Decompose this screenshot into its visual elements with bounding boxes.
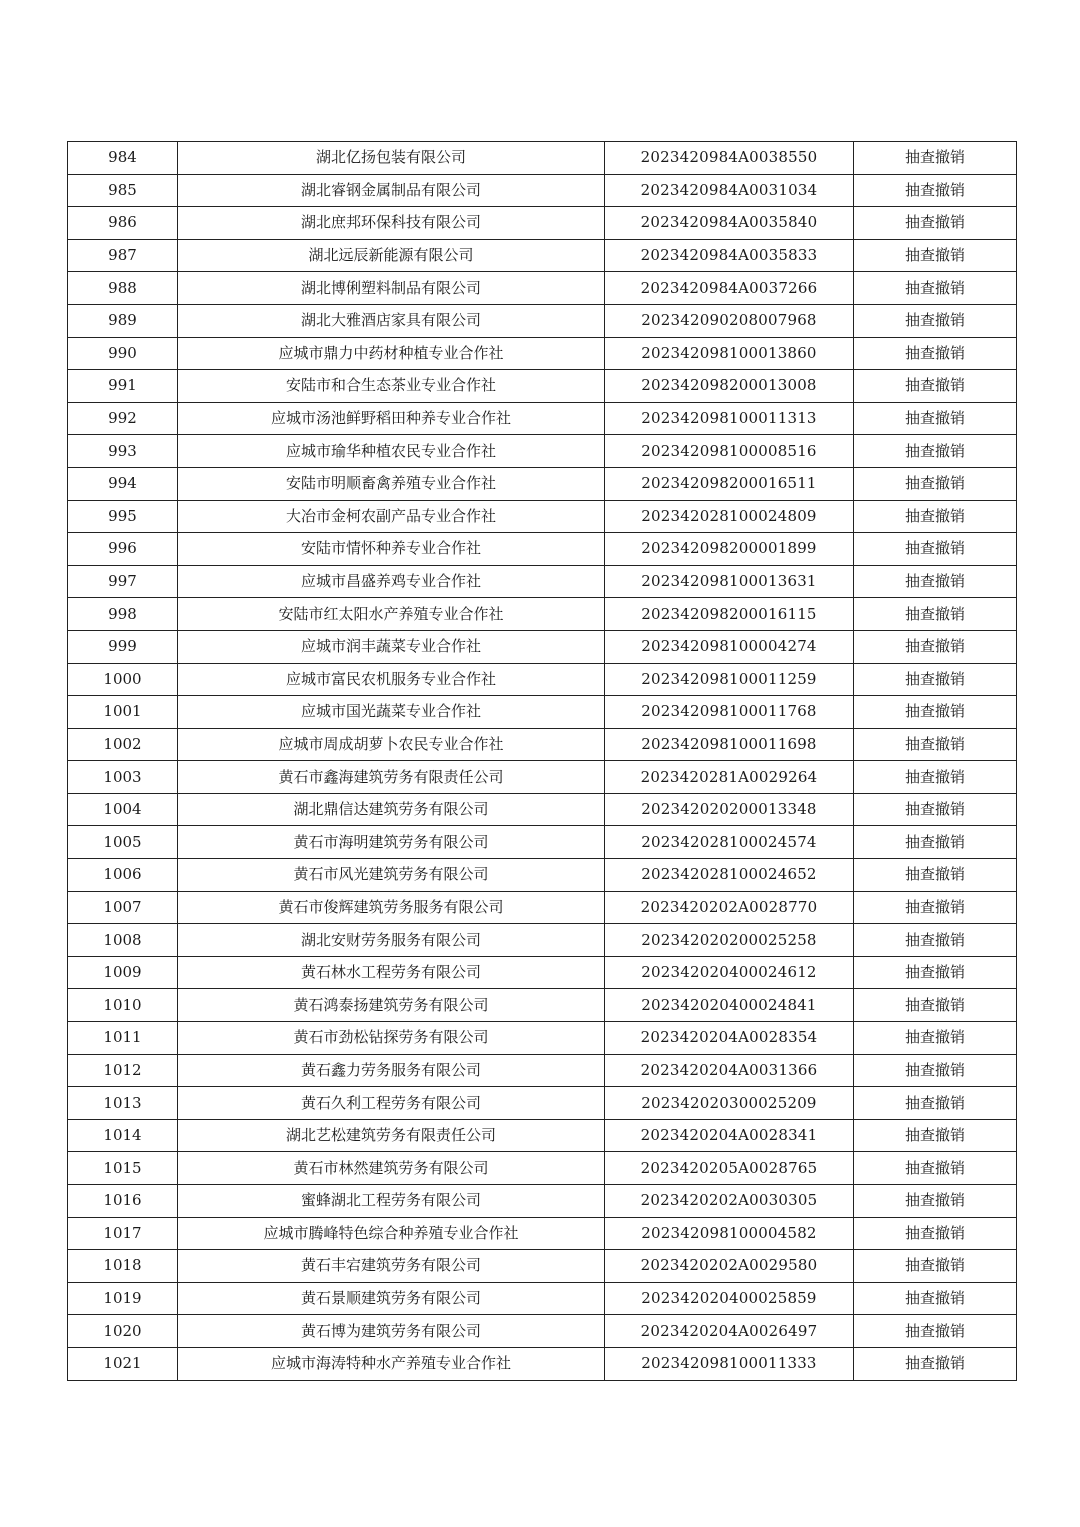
table-row [68,924,1017,957]
company-name-cell: 安陆市情怀种养专业合作社 [178,533,605,566]
status-cell: 抽查撤销 [854,1119,1017,1152]
table-row [68,500,1017,533]
company-name-cell: 应城市国光蔬菜专业合作社 [178,696,605,729]
company-name-cell: 黄石久利工程劳务有限公司 [178,1087,605,1120]
company-name-cell: 黄石市林然建筑劳务有限公司 [178,1152,605,1185]
company-name-cell: 湖北艺松建筑劳务有限责任公司 [178,1119,605,1152]
table-row [68,598,1017,631]
table-row [68,239,1017,272]
status-cell: 抽查撤销 [854,793,1017,826]
registration-code-cell: 202342098100011768 [605,696,854,729]
row-number-cell: 986 [68,207,178,240]
registration-code-cell: 202342020200013348 [605,793,854,826]
company-name-cell: 黄石市劲松钻探劳务有限公司 [178,1022,605,1055]
table-row [68,1347,1017,1380]
registration-code-cell: 202342098100011313 [605,402,854,435]
status-cell: 抽查撤销 [854,1054,1017,1087]
status-cell: 抽查撤销 [854,761,1017,794]
company-name-cell: 应城市海涛特种水产养殖专业合作社 [178,1347,605,1380]
registration-code-cell: 202342098100011259 [605,663,854,696]
company-name-cell: 应城市汤池鲜野稻田种养专业合作社 [178,402,605,435]
status-cell: 抽查撤销 [854,142,1017,175]
registration-code-cell: 202342098100008516 [605,435,854,468]
status-cell: 抽查撤销 [854,402,1017,435]
status-cell: 抽查撤销 [854,630,1017,663]
company-name-cell: 应城市鼎力中药材种植专业合作社 [178,337,605,370]
status-cell: 抽查撤销 [854,1250,1017,1283]
status-cell: 抽查撤销 [854,533,1017,566]
company-name-cell: 黄石市鑫海建筑劳务有限责任公司 [178,761,605,794]
company-name-cell: 应城市润丰蔬菜专业合作社 [178,630,605,663]
status-cell: 抽查撤销 [854,891,1017,924]
registration-code-cell: 2023420984A0037266 [605,272,854,305]
row-number-cell: 1014 [68,1119,178,1152]
status-cell: 抽查撤销 [854,174,1017,207]
registration-code-cell: 202342098100013631 [605,565,854,598]
row-number-cell: 1003 [68,761,178,794]
status-cell: 抽查撤销 [854,696,1017,729]
registration-code-cell: 202342028100024809 [605,500,854,533]
registration-code-cell: 202342098100011333 [605,1347,854,1380]
table-row [68,207,1017,240]
row-number-cell: 1009 [68,956,178,989]
company-name-cell: 蜜蜂湖北工程劳务有限公司 [178,1185,605,1218]
table-row [68,1315,1017,1348]
registration-code-cell: 2023420984A0038550 [605,142,854,175]
company-name-cell: 黄石林水工程劳务有限公司 [178,956,605,989]
registration-code-cell: 2023420202A0030305 [605,1185,854,1218]
company-name-cell: 应城市周成胡萝卜农民专业合作社 [178,728,605,761]
table-row [68,142,1017,175]
company-name-cell: 湖北鼎信达建筑劳务有限公司 [178,793,605,826]
row-number-cell: 991 [68,370,178,403]
company-name-cell: 应城市富民农机服务专业合作社 [178,663,605,696]
company-name-cell: 大冶市金柯农副产品专业合作社 [178,500,605,533]
row-number-cell: 989 [68,304,178,337]
table-row [68,370,1017,403]
table-row [68,1250,1017,1283]
registration-code-cell: 202342090208007968 [605,304,854,337]
status-cell: 抽查撤销 [854,1087,1017,1120]
table-row [68,891,1017,924]
table-row [68,989,1017,1022]
company-name-cell: 黄石市海明建筑劳务有限公司 [178,826,605,859]
row-number-cell: 1001 [68,696,178,729]
registration-code-cell: 202342098100013860 [605,337,854,370]
table-row [68,1054,1017,1087]
company-name-cell: 湖北睿钢金属制品有限公司 [178,174,605,207]
status-cell: 抽查撤销 [854,1217,1017,1250]
company-name-cell: 湖北远辰新能源有限公司 [178,239,605,272]
status-cell: 抽查撤销 [854,728,1017,761]
status-cell: 抽查撤销 [854,467,1017,500]
registration-code-cell: 202342098100004274 [605,630,854,663]
row-number-cell: 1011 [68,1022,178,1055]
row-number-cell: 994 [68,467,178,500]
status-cell: 抽查撤销 [854,924,1017,957]
row-number-cell: 1019 [68,1282,178,1315]
company-name-cell: 湖北安财劳务服务有限公司 [178,924,605,957]
row-number-cell: 1010 [68,989,178,1022]
status-cell: 抽查撤销 [854,207,1017,240]
company-name-cell: 黄石鑫力劳务服务有限公司 [178,1054,605,1087]
registration-code-cell: 2023420204A0028341 [605,1119,854,1152]
registration-code-cell: 2023420202A0028770 [605,891,854,924]
company-name-cell: 安陆市红太阳水产养殖专业合作社 [178,598,605,631]
status-cell: 抽查撤销 [854,337,1017,370]
table-row [68,761,1017,794]
row-number-cell: 1007 [68,891,178,924]
company-name-cell: 湖北大雅酒店家具有限公司 [178,304,605,337]
status-cell: 抽查撤销 [854,1022,1017,1055]
table-row [68,859,1017,892]
status-cell: 抽查撤销 [854,1152,1017,1185]
row-number-cell: 999 [68,630,178,663]
row-number-cell: 1006 [68,859,178,892]
row-number-cell: 988 [68,272,178,305]
company-name-cell: 安陆市和合生态茶业专业合作社 [178,370,605,403]
row-number-cell: 992 [68,402,178,435]
table-row [68,337,1017,370]
registration-code-cell: 202342098100011698 [605,728,854,761]
registration-code-cell: 202342098200016511 [605,467,854,500]
table-row [68,1152,1017,1185]
table-body [68,142,1017,1381]
status-cell: 抽查撤销 [854,1282,1017,1315]
status-cell: 抽查撤销 [854,272,1017,305]
table-row [68,435,1017,468]
table-row [68,696,1017,729]
status-cell: 抽查撤销 [854,859,1017,892]
registration-code-cell: 202342098100004582 [605,1217,854,1250]
registration-code-cell: 2023420204A0028354 [605,1022,854,1055]
table-row [68,1119,1017,1152]
row-number-cell: 996 [68,533,178,566]
company-name-cell: 湖北博俐塑料制品有限公司 [178,272,605,305]
company-name-cell: 黄石市风光建筑劳务有限公司 [178,859,605,892]
company-name-cell: 黄石丰宕建筑劳务有限公司 [178,1250,605,1283]
row-number-cell: 1004 [68,793,178,826]
table-row [68,826,1017,859]
registration-code-cell: 2023420202A0029580 [605,1250,854,1283]
registration-code-cell: 202342020400024612 [605,956,854,989]
registration-code-cell: 202342020400025859 [605,1282,854,1315]
registration-code-cell: 202342028100024574 [605,826,854,859]
status-cell: 抽查撤销 [854,1347,1017,1380]
company-name-cell: 应城市瑜华种植农民专业合作社 [178,435,605,468]
status-cell: 抽查撤销 [854,500,1017,533]
status-cell: 抽查撤销 [854,598,1017,631]
registration-code-cell: 2023420984A0035833 [605,239,854,272]
table-row [68,630,1017,663]
company-name-cell: 安陆市明顺畜禽养殖专业合作社 [178,467,605,500]
status-cell: 抽查撤销 [854,826,1017,859]
company-name-cell: 黄石博为建筑劳务有限公司 [178,1315,605,1348]
row-number-cell: 1002 [68,728,178,761]
table-row [68,533,1017,566]
row-number-cell: 990 [68,337,178,370]
registration-code-cell: 2023420281A0029264 [605,761,854,794]
row-number-cell: 985 [68,174,178,207]
row-number-cell: 1013 [68,1087,178,1120]
company-name-cell: 应城市昌盛养鸡专业合作社 [178,565,605,598]
registration-code-cell: 2023420204A0031366 [605,1054,854,1087]
row-number-cell: 1018 [68,1250,178,1283]
registration-code-cell: 2023420204A0026497 [605,1315,854,1348]
row-number-cell: 1015 [68,1152,178,1185]
status-cell: 抽查撤销 [854,304,1017,337]
row-number-cell: 1008 [68,924,178,957]
table-row [68,402,1017,435]
table-row [68,272,1017,305]
row-number-cell: 1012 [68,1054,178,1087]
registration-code-cell: 2023420984A0031034 [605,174,854,207]
status-cell: 抽查撤销 [854,435,1017,468]
table-row [68,174,1017,207]
company-name-cell: 黄石鸿泰扬建筑劳务有限公司 [178,989,605,1022]
table-row [68,728,1017,761]
table-row [68,1217,1017,1250]
status-cell: 抽查撤销 [854,1315,1017,1348]
table-row [68,1282,1017,1315]
revocation-table [67,141,1017,1381]
row-number-cell: 987 [68,239,178,272]
company-name-cell: 湖北庶邦环保科技有限公司 [178,207,605,240]
row-number-cell: 995 [68,500,178,533]
status-cell: 抽查撤销 [854,1185,1017,1218]
company-name-cell: 应城市腾峰特色综合种养殖专业合作社 [178,1217,605,1250]
row-number-cell: 998 [68,598,178,631]
row-number-cell: 997 [68,565,178,598]
table-row [68,304,1017,337]
company-name-cell: 湖北亿扬包装有限公司 [178,142,605,175]
table-row [68,956,1017,989]
company-name-cell: 黄石市俊辉建筑劳务服务有限公司 [178,891,605,924]
table-row [68,663,1017,696]
status-cell: 抽查撤销 [854,565,1017,598]
table-row [68,1087,1017,1120]
registration-code-cell: 202342020300025209 [605,1087,854,1120]
row-number-cell: 1016 [68,1185,178,1218]
status-cell: 抽查撤销 [854,370,1017,403]
row-number-cell: 1017 [68,1217,178,1250]
table-row [68,793,1017,826]
row-number-cell: 1005 [68,826,178,859]
status-cell: 抽查撤销 [854,663,1017,696]
table-row [68,467,1017,500]
row-number-cell: 993 [68,435,178,468]
registration-code-cell: 202342098200013008 [605,370,854,403]
registration-code-cell: 2023420984A0035840 [605,207,854,240]
registration-code-cell: 202342020200025258 [605,924,854,957]
status-cell: 抽查撤销 [854,239,1017,272]
row-number-cell: 1020 [68,1315,178,1348]
registration-code-cell: 202342020400024841 [605,989,854,1022]
company-name-cell: 黄石景顺建筑劳务有限公司 [178,1282,605,1315]
table-row [68,1022,1017,1055]
row-number-cell: 1021 [68,1347,178,1380]
table-row [68,565,1017,598]
registration-code-cell: 202342098200001899 [605,533,854,566]
registration-code-cell: 202342028100024652 [605,859,854,892]
row-number-cell: 1000 [68,663,178,696]
registration-code-cell: 202342098200016115 [605,598,854,631]
row-number-cell: 984 [68,142,178,175]
status-cell: 抽查撤销 [854,989,1017,1022]
table-row [68,1185,1017,1218]
status-cell: 抽查撤销 [854,956,1017,989]
registration-code-cell: 2023420205A0028765 [605,1152,854,1185]
